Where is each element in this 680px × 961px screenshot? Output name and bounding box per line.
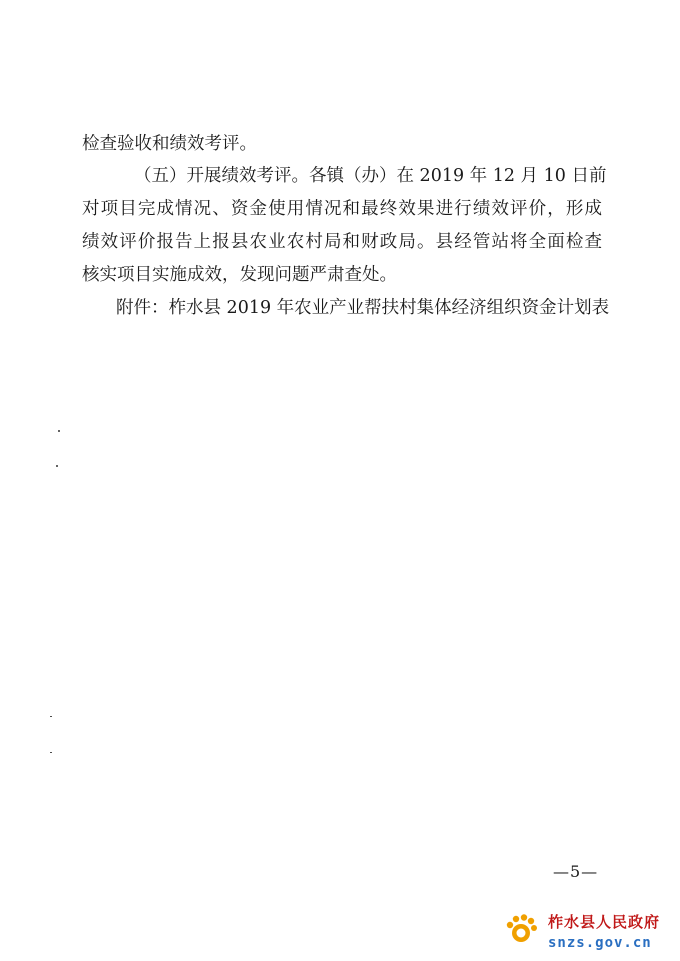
attachment-line: 附件：柞水县 2019 年农业产业帮扶村集体经济组织资金计划表 bbox=[116, 298, 610, 318]
paragraph-line: 绩效评价报告上报县农业农村局和财政局。县经管站将全面检查 bbox=[82, 232, 602, 252]
paragraph-line: （五）开展绩效考评。各镇（办）在 2019 年 12 月 10 日前 bbox=[134, 166, 607, 186]
scan-speck bbox=[56, 465, 58, 467]
paragraph-line: 核实项目实施成效，发现问题严肃查处。 bbox=[82, 265, 397, 285]
watermark-title: 柞水县人民政府 bbox=[548, 913, 661, 931]
scan-speck bbox=[50, 752, 52, 753]
paragraph-line: 检查验收和绩效考评。 bbox=[82, 134, 257, 154]
scan-speck bbox=[50, 716, 52, 717]
site-watermark bbox=[500, 905, 680, 961]
paragraph-line: 对项目完成情况、资金使用情况和最终效果进行绩效评价，形成 bbox=[82, 199, 602, 219]
page-number: —5— bbox=[553, 862, 599, 881]
government-logo-icon bbox=[504, 913, 538, 947]
watermark-url[interactable]: snzs.gov.cn bbox=[548, 935, 652, 951]
scan-speck bbox=[58, 430, 60, 432]
